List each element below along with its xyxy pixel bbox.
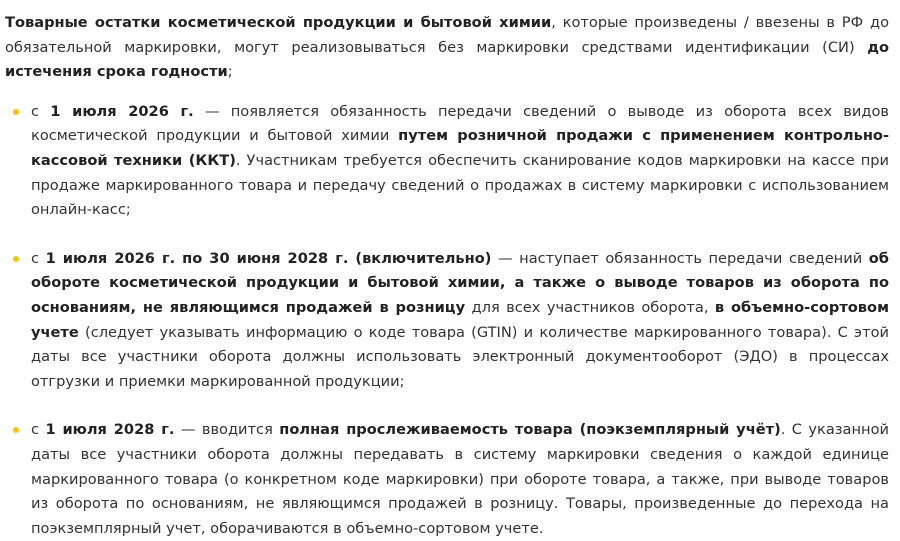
item-text: — появляется обязанность передачи сведений о выводе из оборота всех видов косметической продукции и бытовой химии: [31, 102, 889, 145]
item-text: (следует указывать информацию о коде товара (GTIN) и количестве маркированного товара). С этой даты все участники оборота должны использовать электронный документооборот (ЭДО) в процессах отгрузки и приемки маркированной продукции;: [31, 323, 889, 390]
intro-text: , которые произведены / ввезены в РФ до обязательной маркировки, могут реализовываться без маркировки средствами идентификации (СИ): [5, 14, 889, 56]
item-text: с: [31, 421, 46, 439]
intro-bold-deadline: до истечения срока годности: [5, 38, 889, 81]
timeline-list: [5, 100, 889, 541]
item-emphasis: полная прослеживаемость товара (поэкземплярный учёт): [279, 421, 781, 439]
item-text: — вводится: [174, 421, 280, 439]
item-text: — наступает обязанность передачи сведений: [491, 249, 869, 267]
document-body: [5, 11, 889, 541]
intro-paragraph: [5, 11, 889, 85]
bullet-icon: [13, 256, 19, 262]
item-date: 1 июля 2026 г. по 30 июня 2028 г. (включительно): [45, 249, 492, 267]
item-text: с: [31, 102, 51, 120]
item-text: для всех участников оборота,: [465, 298, 715, 316]
item-text: . Участникам требуется обеспечить сканирование кодов маркировки на кассе при продаже маркированного товара и передачу сведений о продажах в систему маркировки с использованием онлайн-касс;: [31, 151, 889, 219]
item-date: 1 июля 2028 г.: [45, 421, 175, 439]
item-text: с: [31, 249, 46, 267]
list-item: [5, 247, 889, 395]
intro-text-end: ;: [227, 63, 233, 81]
item-text: . С указанной даты все участники оборота должны передавать в систему маркировки сведения о каждой единице маркированного товара (о конкретном коде маркировки) при обороте товара, а также, при выводе товаров из оборота по основаниям, не являющимся продажей в розницу. Товары, произведенные до перехода на поэкземплярный учет, оборачиваются в объемно-сортовом учете.: [31, 421, 889, 537]
bullet-icon: [13, 427, 19, 433]
item-date: 1 июля 2026 г.: [50, 102, 194, 120]
item-emphasis: об обороте косметической продукции и бытовой химии, а также о выводе товаров из оборота по основаниям, не являющимся продажей в розницу: [31, 249, 889, 316]
list-item: [5, 418, 889, 541]
list-item: [5, 100, 889, 223]
intro-bold-subject: Товарные остатки косметической продукции и бытовой химии: [5, 14, 552, 31]
item-emphasis: путем розничной продажи с применением контрольно-кассовой техники (ККТ): [31, 127, 889, 169]
item-emphasis: в объемно-сортовом учете: [31, 298, 889, 341]
bullet-icon: [13, 109, 19, 115]
